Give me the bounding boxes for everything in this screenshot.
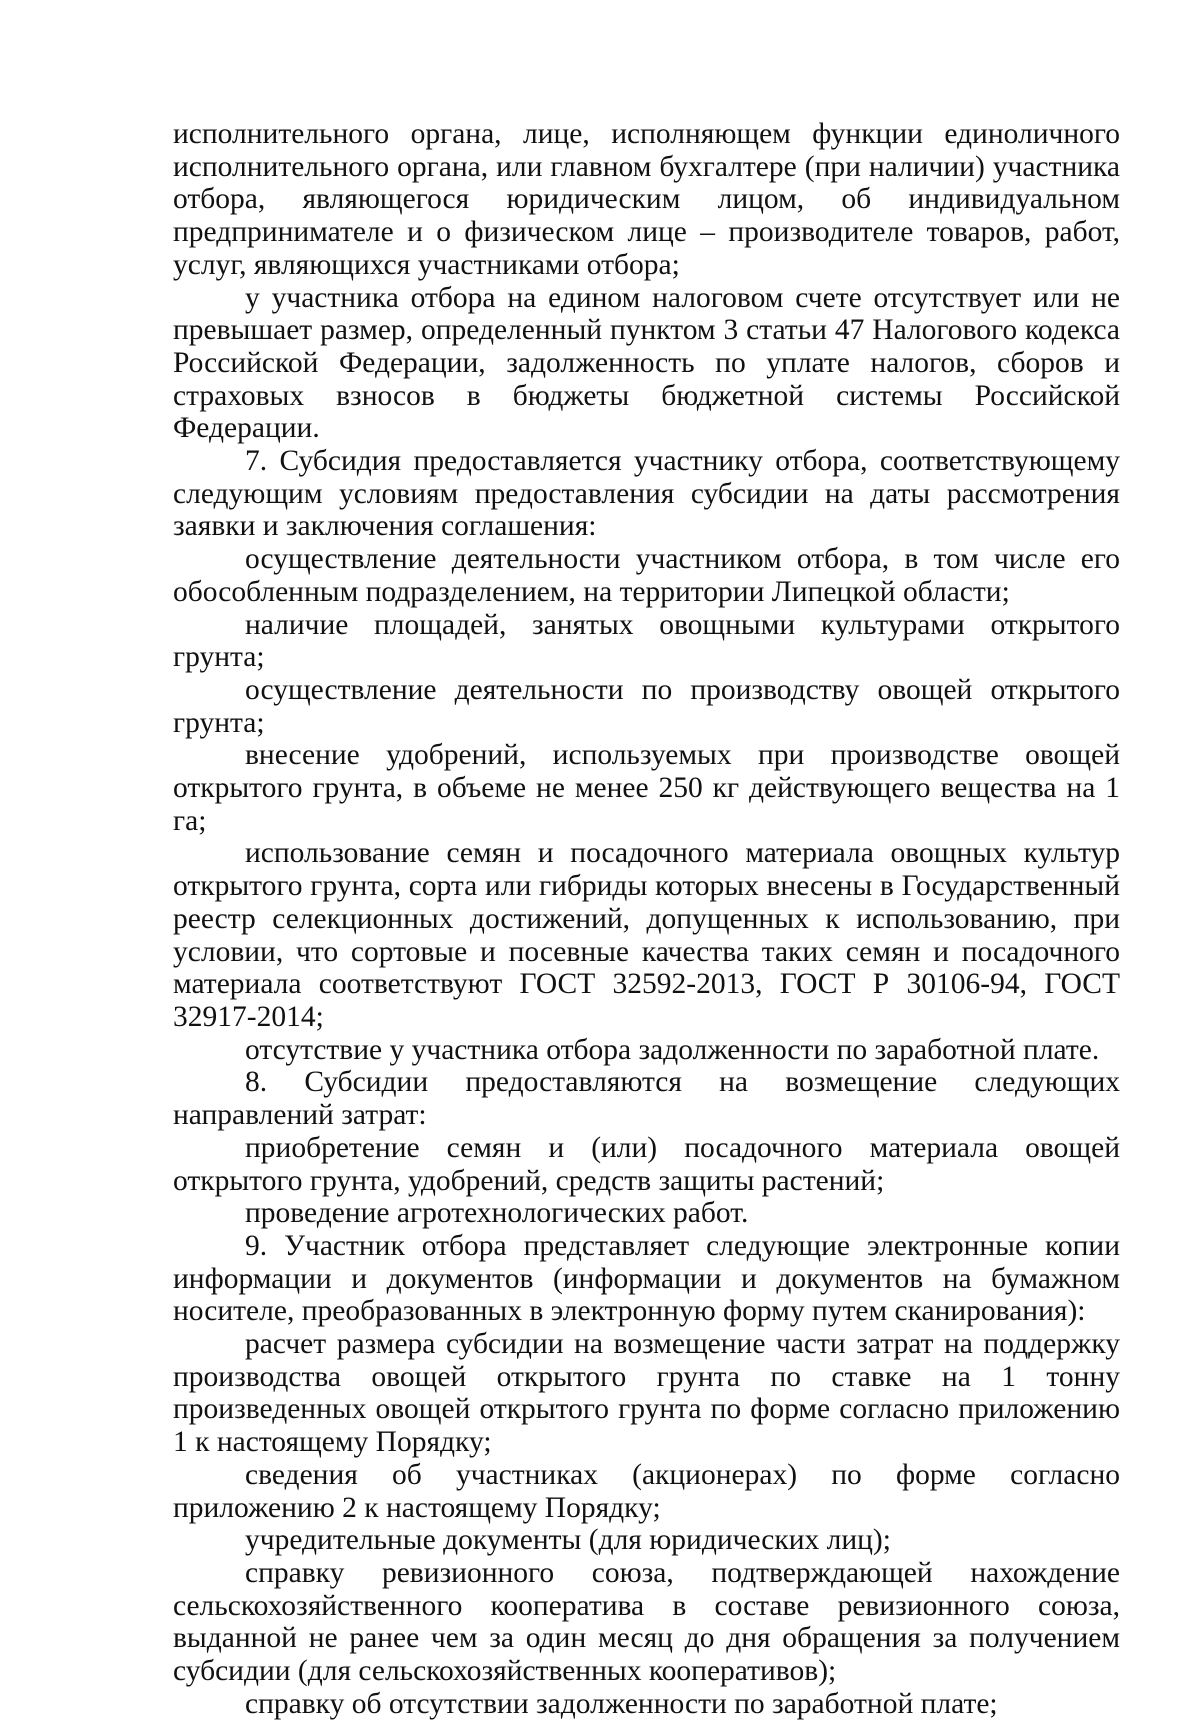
paragraph-doc-calculation: расчет размера субсидии на возмещение части затрат на поддержку производства овощей открытого грунта по ставке на 1 тонну произведенных овощей открытого грунта по форме согласно приложению 1 к настоящему Порядку; bbox=[173, 1328, 1120, 1459]
document-page bbox=[173, 118, 1120, 1720]
paragraph-condition-seeds: использование семян и посадочного материала овощных культур открытого грунта, сорта или гибриды которых внесены в Государственный реестр селекционных достижений, допущенных к использованию, при условии, что сортовые и посевные качества таких семян и посадочного материала соответствуют ГОСТ 32592-2013, ГОСТ Р 30106-94, ГОСТ 32917-2014; bbox=[173, 837, 1120, 1033]
paragraph-section-7: 7. Субсидия предоставляется участнику отбора, соответствующему следующим условиям предоставления субсидии на даты рассмотрения заявки и заключения соглашения: bbox=[173, 445, 1120, 543]
paragraph-doc-salary-certificate: справку об отсутствии задолженности по заработной плате; bbox=[245, 1687, 998, 1720]
paragraph-continuation: исполнительного органа, лице, исполняющем функции единоличного исполнительного органа, или главном бухгалтере (при наличии) участника отбора, являющегося юридическим лицом, об индивидуальном предпринимателе и о физическом лице – производителе товаров, работ, услуг, являющихся участниками отбора; bbox=[173, 118, 1120, 281]
paragraph-tax-debt: у участника отбора на едином налоговом счете отсутствует или не превышает размер, определенный пунктом 3 статьи 47 Налогового кодекса Российской Федерации, задолженность по уплате налогов, сборов и страховых взносов в бюджеты бюджетной системы Российской Федерации. bbox=[173, 281, 1120, 445]
paragraph-costs-agro: проведение агротехнологических работ. bbox=[245, 1197, 749, 1230]
paragraph-condition-territory: осуществление деятельности участником отбора, в том числе его обособленным подразделением, на территории Липецкой области; bbox=[173, 543, 1120, 608]
paragraph-section-9: 9. Участник отбора представляет следующие электронные копии информации и документов (информации и документов на бумажном носителе, преобразованных в электронную форму путем сканирования): bbox=[173, 1229, 1120, 1328]
paragraph-section-8: 8. Субсидии предоставляются на возмещение следующих направлений затрат: bbox=[173, 1066, 1120, 1132]
paragraph-condition-fertilizers: внесение удобрений, используемых при производстве овощей открытого грунта, в объеме не менее 250 кг действующего вещества на 1 га; bbox=[173, 739, 1120, 837]
paragraph-condition-production: осуществление деятельности по производству овощей открытого грунта; bbox=[173, 673, 1120, 739]
paragraph-doc-founding: учредительные документы (для юридических лиц); bbox=[245, 1524, 891, 1557]
paragraph-doc-shareholders: сведения об участниках (акционерах) по форме согласно приложению 2 к настоящему Порядку; bbox=[173, 1458, 1120, 1524]
paragraph-condition-salary: отсутствие у участника отбора задолженности по заработной плате. bbox=[245, 1033, 1100, 1066]
paragraph-costs-seeds: приобретение семян и (или) посадочного материала овощей открытого грунта, удобрений, средств защиты растений; bbox=[173, 1131, 1120, 1197]
paragraph-condition-areas: наличие площадей, занятых овощными культурами открытого грунта; bbox=[173, 608, 1120, 674]
paragraph-doc-audit-union: справку ревизионного союза, подтверждающей нахождение сельскохозяйственного кооператива в составе ревизионного союза, выданной не ранее чем за один месяц до дня обращения за получением субсидии (для сельскохозяйственных кооперативов); bbox=[173, 1556, 1120, 1688]
